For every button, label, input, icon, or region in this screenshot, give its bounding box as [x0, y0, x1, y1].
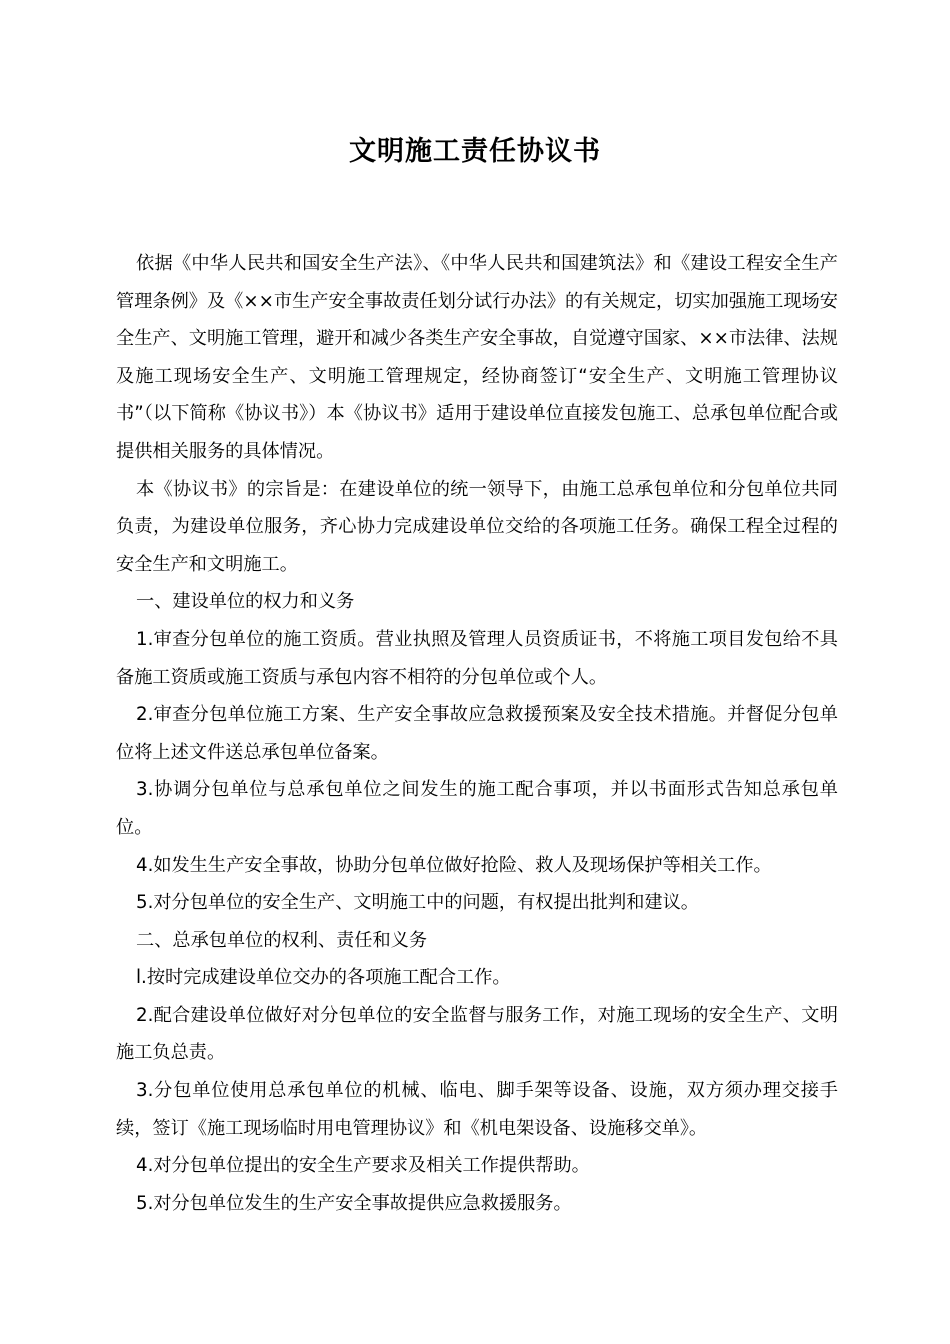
document-title: 文明施工责任协议书 — [349, 136, 601, 167]
clause-1-1: 1.审查分包单位的施工资质。营业执照及管理人员资质证书，不将施工项目发包给不具备施工资质或施工资质与承包内容不相符的分包单位或个人。 — [116, 628, 838, 688]
paragraph-basis: 依据《中华人民共和国安全生产法》、《中华人民共和国建筑法》和《建设工程安全生产管理条例》及《××市生产安全事故责任划分试行办法》的有关规定，切实加强施工现场安全生产、文明施工管理，避开和减少各类生产安全事故，自觉遵守国家、××市法律、法规及施工现场安全生产、文明施工管理规定，经协商签订“安全生产、文明施工管理协议书”（以下简称《协议书》）本《协议书》适用于建设单位直接发包施工、总承包单位配合或提供相关服务的具体情况。 — [116, 253, 838, 462]
section-heading-1: 一、建设单位的权力和义务 — [136, 591, 355, 613]
clause-1-2: 2.审查分包单位施工方案、生产安全事故应急救援预案及安全技术措施。并督促分包单位将上述文件送总承包单位备案。 — [116, 704, 838, 763]
clause-1-5: 5.对分包单位的安全生产、文明施工中的问题，有权提出批判和建议。 — [136, 892, 699, 914]
clause-2-5: 5.对分包单位发生的生产安全事故提供应急救援服务。 — [136, 1192, 572, 1214]
document-body — [116, 245, 838, 1222]
clause-1-4: 4.如发生生产安全事故，协助分包单位做好抢险、救人及现场保护等相关工作。 — [136, 854, 772, 876]
clause-2-1: l.按时完成建设单位交办的各项施工配合工作。 — [136, 967, 511, 989]
clause-1-3: 3.协调分包单位与总承包单位之间发生的施工配合事项，并以书面形式告知总承包单位。 — [116, 779, 838, 838]
paragraph-purpose: 本《协议书》的宗旨是：在建设单位的统一领导下，由施工总承包单位和分包单位共同负责，为建设单位服务，齐心协力完成建设单位交给的各项施工任务。确保工程全过程的安全生产和文明施工。 — [116, 478, 838, 575]
clause-2-2: 2.配合建设单位做好对分包单位的安全监督与服务工作，对施工现场的安全生产、文明施工负总责。 — [116, 1004, 838, 1064]
clause-2-4: 4.对分包单位提出的安全生产要求及相关工作提供帮助。 — [136, 1155, 590, 1177]
clause-2-3: 3.分包单位使用总承包单位的机械、临电、脚手架等设备、设施，双方须办理交接手续，签订《施工现场临时用电管理协议》和《机电架设备、设施移交单》。 — [116, 1080, 838, 1139]
section-heading-2: 二、总承包单位的权利、责任和义务 — [136, 929, 428, 951]
